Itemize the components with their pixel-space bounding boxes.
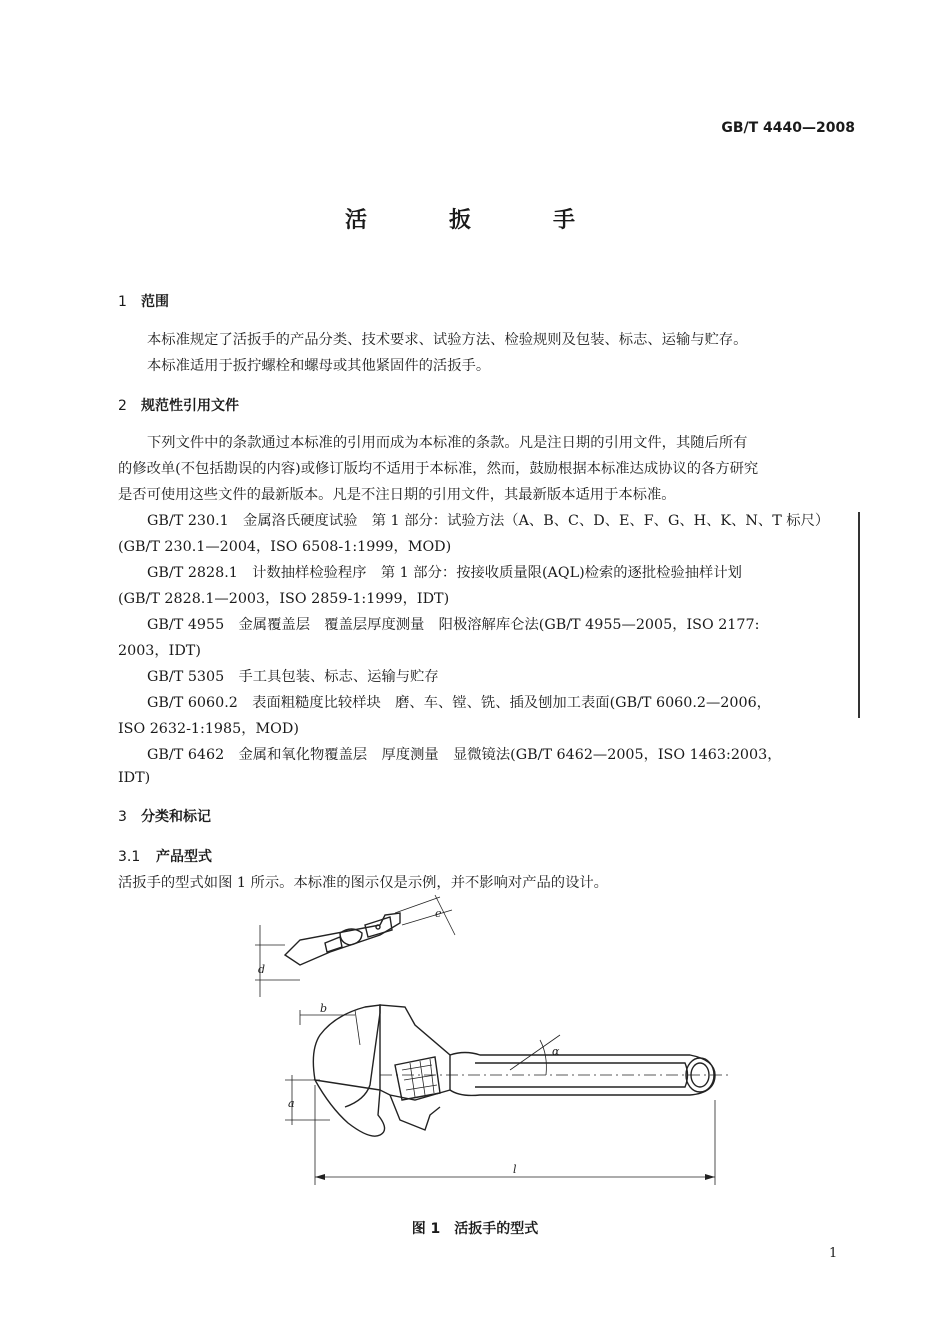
reference-6-line-2: IDT) <box>118 770 151 786</box>
section-1-title: 范围 <box>141 294 169 310</box>
figure-1-caption: 图 1 活扳手的型式 <box>411 1221 539 1237</box>
reference-2-line-2: (GB/T 2828.1—2003，ISO 2859-1:1999，IDT) <box>118 591 450 607</box>
dim-label-a: a <box>288 1097 295 1110</box>
subsection-3-1-title: 产品型式 <box>156 849 212 865</box>
subsection-3-1-number: 3.1 <box>118 849 141 865</box>
subsection-3-1-text: 活扳手的型式如图 1 所示。本标准的图示仅是示例，并不影响对产品的设计。 <box>118 875 608 891</box>
dim-label-e: e <box>435 907 442 920</box>
section-2-title: 规范性引用文件 <box>141 398 239 414</box>
reference-1-line-2: (GB/T 230.1—2004，ISO 6508-1:1999，MOD) <box>118 539 452 555</box>
dim-label-b: b <box>320 1002 328 1015</box>
reference-3-line-1: GB/T 4955 金属覆盖层 覆盖层厚度测量 阳极溶解库仑法(GB/T 4955—2005，ISO 2177: <box>147 617 760 633</box>
section-3-heading <box>118 806 211 826</box>
wrench-front-view <box>285 1005 730 1185</box>
section-1-para-1: 本标准规定了活扳手的产品分类、技术要求、试验方法、检验规则及包装、标志、运输与贮存。 <box>147 332 748 348</box>
subsection-3-1-heading <box>118 846 212 866</box>
dim-label-l: l <box>513 1163 517 1176</box>
dim-label-alpha: α <box>552 1045 560 1058</box>
page-number: 1 <box>829 1246 838 1261</box>
reference-5-line-1: GB/T 6060.2 表面粗糙度比较样块 磨、车、镗、铣、插及刨加工表面(GB/T 6060.2—2006， <box>147 695 771 711</box>
reference-1-line-1: GB/T 230.1 金属洛氏硬度试验 第 1 部分：试验方法（A、B、C、D、E、F、G、H、K、N、T 标尺） <box>147 513 830 529</box>
section-2-heading <box>118 395 239 415</box>
dim-label-d: d <box>258 963 266 976</box>
section-1-para-2: 本标准适用于扳拧螺栓和螺母或其他紧固件的活扳手。 <box>147 358 491 374</box>
change-bar <box>858 512 860 718</box>
reference-6-line-1: GB/T 6462 金属和氧化物覆盖层 厚度测量 显微镜法(GB/T 6462—2005，ISO 1463:2003， <box>147 747 782 763</box>
section-2-intro-line-1: 下列文件中的条款通过本标准的引用而成为本标准的条款。凡是注日期的引用文件，其随后所有 <box>147 435 748 451</box>
section-3-title: 分类和标记 <box>141 809 211 825</box>
reference-3-line-2: 2003，IDT) <box>118 643 201 659</box>
section-3-number: 3 <box>118 809 127 825</box>
section-2-intro-line-2: 的修改单(不包括勘误的内容)或修订版均不适用于本标准，然而，鼓励根据本标准达成协议的各方研究 <box>118 461 759 477</box>
section-1-number: 1 <box>118 294 127 310</box>
section-2-number: 2 <box>118 398 127 414</box>
standard-number: GB/T 4440—2008 <box>721 120 855 136</box>
wrench-top-view <box>255 895 455 997</box>
reference-5-line-2: ISO 2632-1:1985，MOD) <box>118 721 299 737</box>
reference-4-line-1: GB/T 5305 手工具包装、标志、运输与贮存 <box>147 669 439 685</box>
section-2-intro-line-3: 是否可使用这些文件的最新版本。凡是不注日期的引用文件，其最新版本适用于本标准。 <box>118 487 676 503</box>
section-1-heading <box>118 291 169 311</box>
figure-1-wrench-drawing <box>230 885 730 1210</box>
page-title: 活 扳 手 <box>344 208 605 233</box>
reference-2-line-1: GB/T 2828.1 计数抽样检验程序 第 1 部分：按接收质量限(AQL)检索的逐批检验抽样计划 <box>147 565 742 581</box>
